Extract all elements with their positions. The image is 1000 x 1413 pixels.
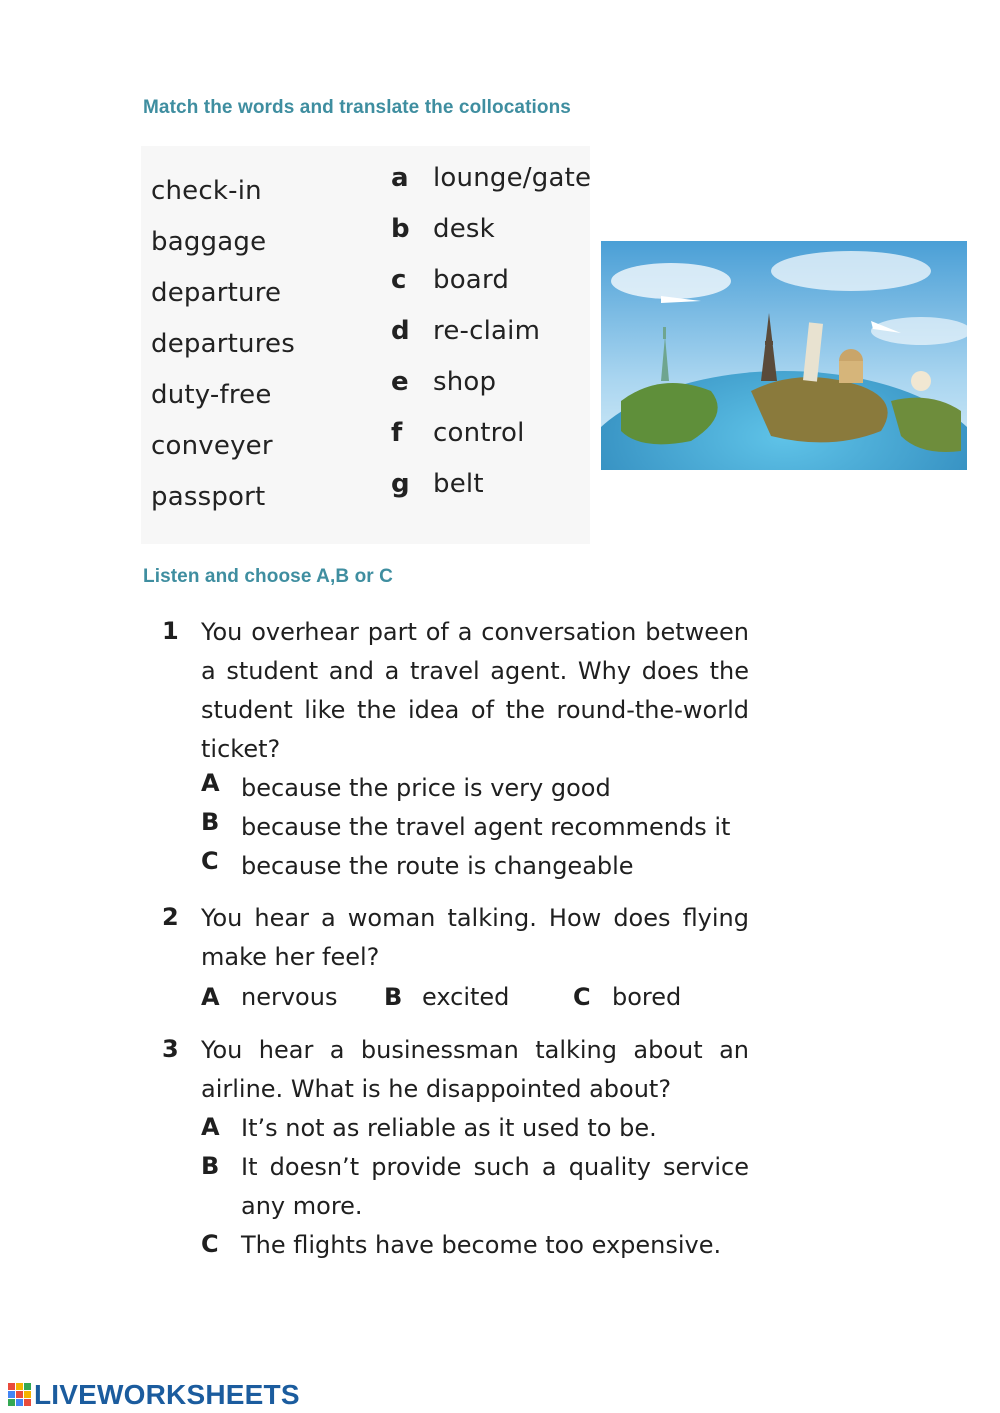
left-word: duty-free [151,380,272,410]
right-letter: a [391,163,409,193]
option-letter: B [201,808,220,836]
right-word: desk [433,214,495,244]
right-letter: d [391,316,410,346]
option-text: nervous [241,983,338,1011]
liveworksheets-logo-icon [8,1383,32,1407]
question-text: You hear a woman talking. How does flying make her feel? [201,904,749,971]
left-word: departure [151,278,282,308]
option-letter: B [201,1152,220,1180]
left-word: baggage [151,227,267,257]
option-text: It’s not as reliable as it used to be. [241,1114,657,1142]
brand-name: LIVEWORKSHEETS [34,1379,300,1410]
option-letter: B [384,983,403,1011]
left-word: check-in [151,176,262,206]
left-word: conveyer [151,431,273,461]
option-text: bored [612,983,682,1011]
right-word: lounge/gate [433,163,592,193]
right-word: control [433,418,525,448]
right-word: re-claim [433,316,541,346]
option-letter: C [201,847,219,875]
right-word: belt [433,469,484,499]
question-text: You overhear part of a conversation between a student and a travel agent. Why does the student like the idea of the round-the-world ticket? [201,618,749,763]
world-landmarks-image [601,241,967,470]
option-letter: C [573,983,591,1011]
world-globe-illustration [601,241,967,470]
footer-brand [8,1380,300,1410]
option-text: excited [422,983,510,1011]
matching-table [141,146,590,544]
option-letter: A [201,983,220,1011]
left-word: departures [151,329,295,359]
right-letter: f [391,418,403,448]
option-letter: C [201,1230,219,1258]
section-heading-match: Match the words and translate the collocations [143,97,571,118]
option-text: because the travel agent recommends it [241,813,731,841]
question-text: You hear a businessman talking about an airline. What is he disappointed about? [201,1036,749,1103]
option-text: because the price is very good [241,774,611,802]
question-number: 1 [162,617,179,645]
option-letter: A [201,769,220,797]
option-text: The flights have become too expensive. [241,1231,722,1259]
left-word: passport [151,482,266,512]
question-number: 3 [162,1035,179,1063]
right-word: board [433,265,510,295]
right-letter: g [391,469,410,499]
right-word: shop [433,367,497,397]
option-letter: A [201,1113,220,1141]
section-heading-listen: Listen and choose A,B or C [143,566,393,587]
right-letter: e [391,367,409,397]
right-letter: b [391,214,410,244]
option-text: because the route is changeable [241,852,634,880]
question-number: 2 [162,903,179,931]
option-text: It doesn’t provide such a quality service any more. [241,1153,749,1220]
right-letter: c [391,265,407,295]
